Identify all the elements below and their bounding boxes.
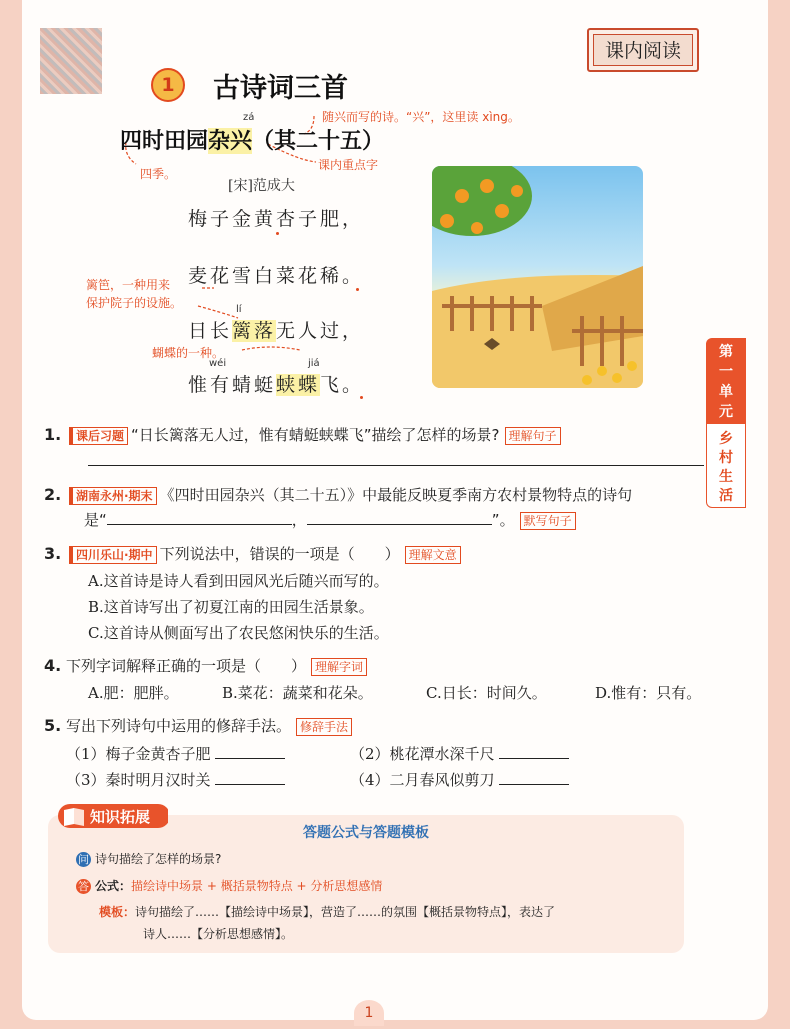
- q2-blank-1[interactable]: [107, 508, 292, 525]
- poem-title-pre: 四时田园: [120, 128, 209, 154]
- template-text-2: 诗人……【分析思想感情】。: [143, 927, 294, 941]
- q1-skill-tag: 理解句子: [505, 427, 561, 445]
- lesson-number-badge: 1: [151, 68, 185, 102]
- question-4: [44, 655, 367, 676]
- pinyin-jia: jiá: [308, 358, 320, 369]
- q2-blank-2[interactable]: [307, 508, 492, 525]
- q3-text: 下列说法中，错误的一项是（ ）: [159, 545, 400, 563]
- formula-label: 公式：: [95, 879, 132, 893]
- note-liba-2: 保护院子的设施。: [86, 296, 183, 310]
- q5-number: 5.: [44, 716, 62, 735]
- note-key-char: 课内重点字: [318, 158, 379, 172]
- answer-icon: 答: [78, 880, 89, 893]
- q1-source-tag: 课后习题: [69, 427, 128, 445]
- q3-skill-tag: 理解文意: [405, 546, 461, 564]
- formula-text: 描绘诗中场景 + 概括景物特点 + 分析思想感情: [131, 879, 383, 893]
- q4-number: 4.: [44, 656, 62, 675]
- q5-skill-tag: 修辞手法: [296, 718, 352, 736]
- dot-marker: [360, 396, 363, 399]
- unit-side-tab: [706, 338, 746, 508]
- annotation-arrows-2: [180, 278, 330, 368]
- section-tag: [587, 28, 699, 72]
- pinyin-li: lí: [236, 304, 242, 315]
- q2-text2-a: 是“: [84, 511, 107, 529]
- poem-line-4: 惟有蜻蜓蛱蝶飞。: [188, 374, 365, 396]
- q1-text: “日长篱落无人过，惟有蜻蜓蛱蝶飞”描绘了怎样的场景?: [131, 426, 500, 444]
- poem-line-2: 麦花雪白菜花稀。: [188, 265, 365, 287]
- pinyin-za: zá: [243, 112, 255, 123]
- q2-text: 《四时田园杂兴（其二十五）》中最能反映夏季南方农村景物特点的诗句: [159, 486, 633, 504]
- extension-template: [99, 903, 555, 920]
- template-label: 模板：: [99, 905, 136, 919]
- q3-option-a[interactable]: A.这首诗是诗人看到田园风光后随兴而写的。: [88, 572, 389, 590]
- poem-illustration: [432, 166, 643, 388]
- q5-blank-1[interactable]: [215, 742, 285, 759]
- extension-heading-label: 知识拓展: [90, 808, 151, 826]
- q2-text2-c: ”。: [491, 511, 515, 529]
- q2-skill-tag: 默写句子: [520, 512, 576, 530]
- note-liba-1: 篱笆，一种用来: [86, 278, 171, 292]
- poem-line-1: 梅子金黄杏子肥，: [188, 208, 365, 230]
- question-2-line2: [84, 508, 576, 530]
- extension-question: [76, 850, 221, 867]
- note-hudie: 蝴蝶的一种。: [152, 346, 225, 360]
- lesson-title: 古诗词三首: [213, 73, 348, 104]
- q4-option-a[interactable]: A.肥：肥胖。: [88, 684, 179, 702]
- landscape-image: [432, 166, 643, 388]
- q2-source-tag: 湖南永州·期末: [69, 487, 157, 505]
- extension-box-title: 答题公式与答题模板: [303, 825, 429, 841]
- q5-blank-4[interactable]: [499, 768, 569, 785]
- q5-item-3-text: （3）秦时明月汉时关: [66, 771, 211, 789]
- unit-theme: 乡 村 生 活: [706, 424, 746, 508]
- q2-number: 2.: [44, 485, 62, 504]
- question-3: [44, 543, 461, 564]
- pinyin-wei: wéi: [209, 358, 227, 369]
- q5-item-3: [66, 768, 285, 790]
- q3-number: 3.: [44, 544, 62, 563]
- q2-text2-b: ，: [291, 511, 307, 529]
- q4-text: 下列字词解释正确的一项是（ ）: [66, 657, 307, 675]
- q3-source-tag: 四川乐山·期中: [69, 546, 157, 564]
- question-2: [44, 484, 632, 505]
- section-tag-label: 课内阅读: [593, 34, 693, 66]
- q1-number: 1.: [44, 425, 62, 444]
- q5-text: 写出下列诗句中运用的修辞手法。: [66, 717, 292, 735]
- page-number: 1: [354, 1000, 384, 1026]
- extension-formula: [76, 877, 382, 894]
- q5-item-4-text: （4）二月春风似剪刀: [350, 771, 495, 789]
- q5-blank-3[interactable]: [215, 768, 285, 785]
- poem-line-3: 日长篱落无人过，: [188, 320, 365, 342]
- q1-answer-line[interactable]: [88, 465, 704, 466]
- extension-question-text: 诗句描绘了怎样的场景?: [95, 852, 222, 866]
- q4-option-d[interactable]: D.惟有：只有。: [595, 684, 702, 702]
- poem-title-post: （其二十五）: [252, 128, 385, 154]
- note-xing: 随兴而写的诗。“兴”，这里读 xìng。: [322, 110, 520, 124]
- q4-option-b[interactable]: B.菜花：蔬菜和花朵。: [222, 684, 373, 702]
- q3-option-c[interactable]: C.这首诗从侧面写出了农民悠闲快乐的生活。: [88, 624, 389, 642]
- dot-marker: [356, 288, 359, 291]
- question-1: [44, 424, 561, 445]
- dot-marker: [276, 232, 279, 235]
- q5-item-1: [66, 742, 285, 764]
- stamp-image: [40, 28, 102, 94]
- question-5: [44, 715, 352, 736]
- q5-item-1-text: （1）梅子金黄杏子肥: [66, 745, 211, 763]
- q5-item-2-text: （2）桃花潭水深千尺: [350, 745, 495, 763]
- poem-title: [120, 124, 384, 155]
- template-text-1: 诗句描绘了……【描绘诗中场景】，营造了……的氛围【概括景物特点】，表达了: [135, 905, 556, 919]
- q5-item-2: [350, 742, 569, 764]
- q5-item-4: [350, 768, 569, 790]
- poem-title-highlight: 杂兴: [208, 128, 253, 154]
- question-icon: 问: [78, 853, 89, 866]
- note-siji: 四季。: [140, 167, 177, 181]
- q3-option-b[interactable]: B.这首诗写出了初夏江南的田园生活景象。: [88, 598, 374, 616]
- q4-skill-tag: 理解字词: [311, 658, 367, 676]
- poem-author: [宋]范成大: [228, 178, 295, 194]
- q5-blank-2[interactable]: [499, 742, 569, 759]
- q4-option-c[interactable]: C.日长：时间久。: [426, 684, 547, 702]
- unit-label: 第 一 单 元: [706, 338, 746, 424]
